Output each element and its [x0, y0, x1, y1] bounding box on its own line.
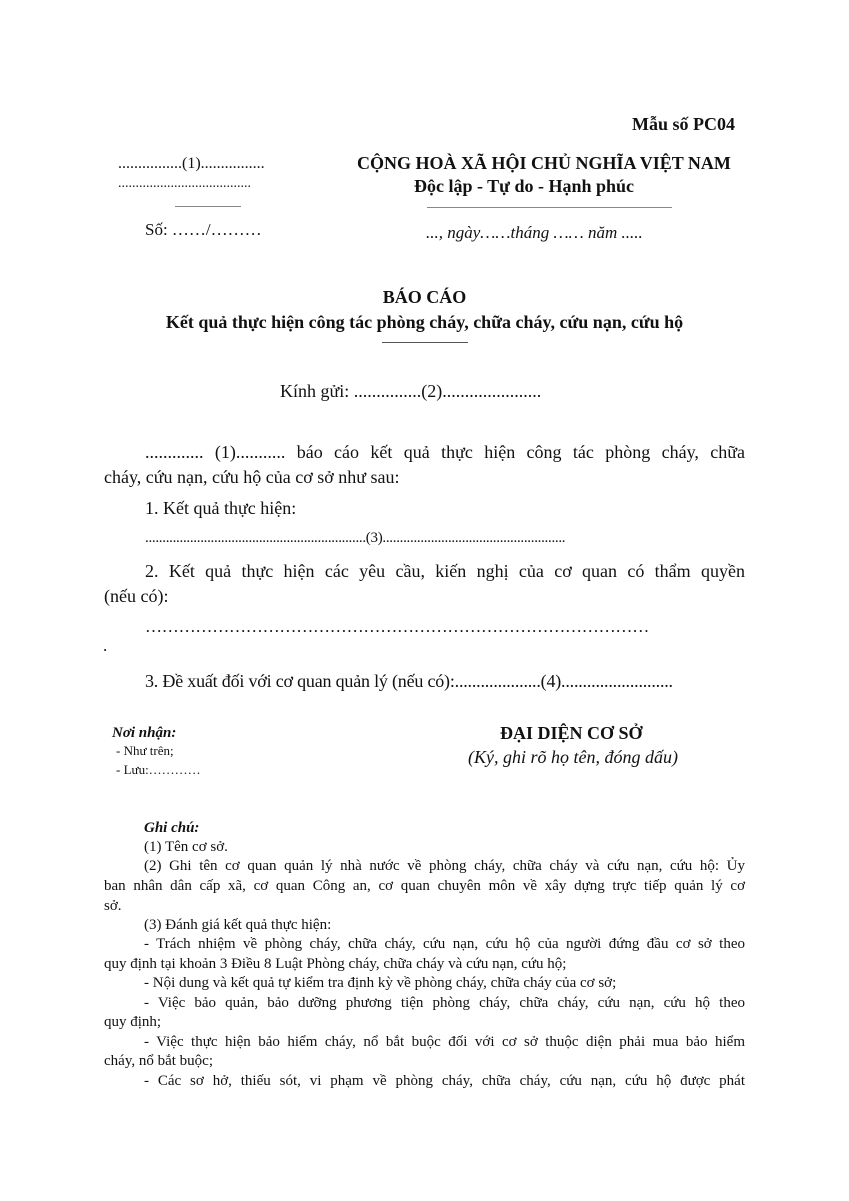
- item-2-line-1: 2. Kết quả thực hiện các yêu cầu, kiến nghị của cơ quan có thẩm quyền: [145, 561, 745, 581]
- signature-note: (Ký, ghi rõ họ tên, đóng dấu): [468, 747, 678, 767]
- item-2-fill-end: .: [103, 636, 108, 655]
- form-number: Mẫu số PC04: [632, 114, 735, 134]
- item-2-line-2: (nếu có):: [104, 586, 169, 606]
- note-3: (3) Đánh giá kết quả thực hiện:: [144, 917, 332, 933]
- date-line: ..., ngày……tháng …… năm .....: [426, 223, 643, 242]
- note-1: (1) Tên cơ sở.: [144, 839, 228, 855]
- recipients-item: - Lưu:…………: [116, 762, 201, 777]
- note-bullet-2: - Nội dung và kết quả tự kiểm tra định kỳ về phòng cháy, chữa cháy của cơ sở;: [144, 975, 617, 991]
- note-bullet-1-line-1: - Trách nhiệm về phòng cháy, chữa cháy, cứu nạn, cứu hộ của người đứng đầu cơ sở theo: [144, 936, 745, 952]
- intro-line-1: ............. (1)........... báo cáo kết quả thực hiện công tác phòng cháy, chữa: [145, 442, 745, 462]
- item-1-label: 1. Kết quả thực hiện:: [145, 498, 297, 518]
- recipients-item: - Như trên;: [116, 743, 174, 758]
- note-bullet-3-line-2: quy định;: [104, 1014, 162, 1030]
- note-2-line-3: sở.: [104, 898, 122, 914]
- national-motto: Độc lập - Tự do - Hạnh phúc: [414, 176, 635, 196]
- national-title: CỘNG HOÀ XÃ HỘI CHỦ NGHĨA VIỆT NAM: [357, 153, 731, 173]
- item-1-fill: ................................................................(3).....................................................: [145, 530, 566, 546]
- recipients-label: Nơi nhận:: [112, 725, 177, 741]
- title-divider: [382, 342, 468, 343]
- note-bullet-1-line-2: quy định tại khoản 3 Điều 8 Luật Phòng cháy, chữa cháy và cứu nạn, cứu hộ;: [104, 956, 567, 972]
- org-name-placeholder: ................(1)................: [118, 155, 265, 172]
- left-header-divider: [175, 206, 241, 207]
- report-title: BÁO CÁO: [382, 287, 467, 307]
- item-3-line: 3. Đề xuất đối với cơ quan quản lý (nếu có):....................(4)..........................: [145, 671, 673, 691]
- intro-line-2: cháy, cứu nạn, cứu hộ của cơ sở như sau:: [104, 467, 400, 487]
- notes-label: Ghi chú:: [144, 820, 200, 836]
- item-2-fill: ………………………………………………………………………………: [145, 617, 650, 636]
- note-bullet-4-line-1: - Việc thực hiện bảo hiểm cháy, nổ bắt buộc đối với cơ sở thuộc diện phải mua bảo hiểm: [144, 1034, 745, 1050]
- note-bullet-4-line-2: cháy, nổ bắt buộc;: [104, 1053, 213, 1069]
- note-bullet-3-line-1: - Việc bảo quản, bảo dưỡng phương tiện phòng cháy, chữa cháy, cứu nạn, cứu hộ theo: [144, 995, 745, 1011]
- right-header-divider: [427, 207, 672, 208]
- report-subtitle: Kết quả thực hiện công tác phòng cháy, chữa cháy, cứu nạn, cứu hộ: [165, 312, 684, 332]
- org-name-placeholder-2: ......................................: [118, 176, 251, 191]
- note-bullet-5-line-1: - Các sơ hở, thiếu sót, vi phạm về phòng cháy, chữa cháy, cứu nạn, cứu hộ được phát: [144, 1073, 745, 1089]
- note-2-line-1: (2) Ghi tên cơ quan quản lý nhà nước về phòng cháy, chữa cháy và cứu nạn, cứu hộ: Ủy: [144, 858, 745, 874]
- recipient-line: Kính gửi: ...............(2)......................: [280, 381, 542, 401]
- note-2-line-2: ban nhân dân cấp xã, cơ quan Công an, cơ quan chuyên môn về xây dựng trực tiếp quản lý cơ: [104, 878, 745, 894]
- signature-title: ĐẠI DIỆN CƠ SỞ: [500, 723, 643, 743]
- doc-number: Số: ……/………: [145, 220, 262, 239]
